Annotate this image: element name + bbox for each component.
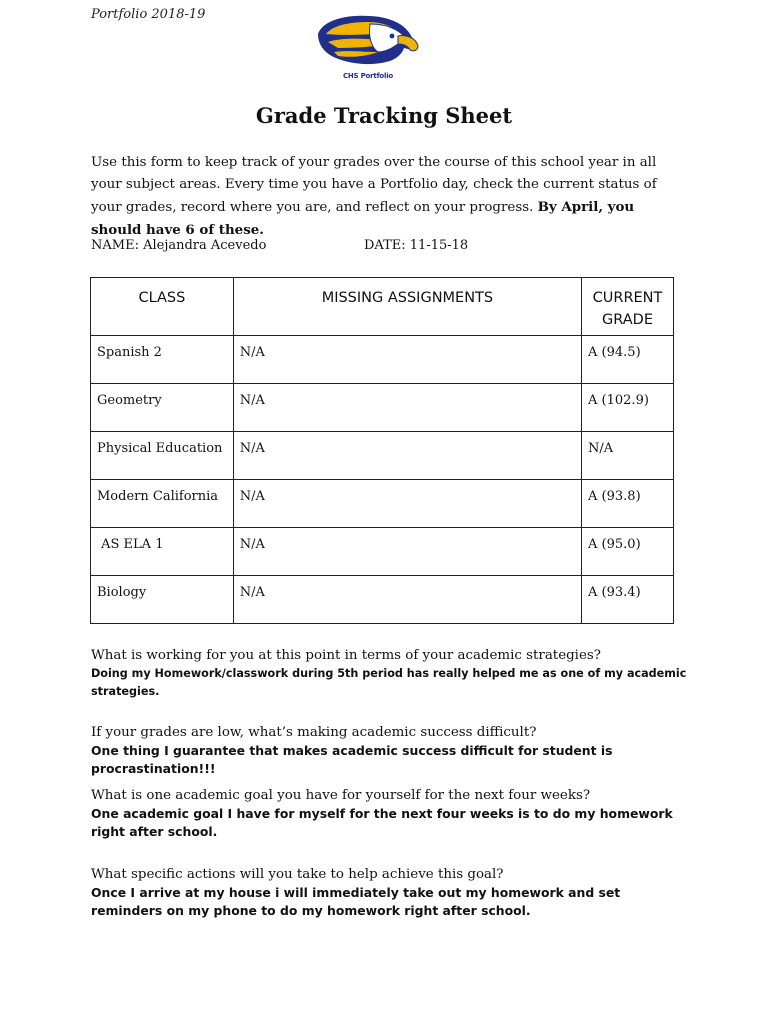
school-logo xyxy=(312,12,424,84)
cell-grade: A (95.0) xyxy=(582,528,674,576)
cell-class: Biology xyxy=(91,576,234,624)
table-row xyxy=(91,480,674,528)
question-block-1 xyxy=(91,647,691,701)
intro-paragraph xyxy=(91,152,681,242)
cell-grade: A (93.8) xyxy=(582,480,674,528)
cell-class: Modern California xyxy=(91,480,234,528)
cell-class: Geometry xyxy=(91,384,234,432)
table-row xyxy=(91,384,674,432)
cell-missing: N/A xyxy=(233,384,581,432)
page-title: Grade Tracking Sheet xyxy=(255,103,513,128)
cell-missing: N/A xyxy=(233,576,581,624)
cell-grade: A (94.5) xyxy=(582,336,674,384)
table-row xyxy=(91,528,674,576)
question-text: What is working for you at this point in terms of your academic strategies? xyxy=(91,648,601,663)
grades-table xyxy=(90,277,674,624)
sheet-date: DATE: 11-15-18 xyxy=(364,238,469,253)
cell-grade: N/A xyxy=(582,432,674,480)
eagle-logo-icon xyxy=(312,12,424,70)
cell-grade: A (93.4) xyxy=(582,576,674,624)
header-current-grade: CURRENT GRADE xyxy=(582,278,674,336)
cell-missing: N/A xyxy=(233,432,581,480)
table-row xyxy=(91,576,674,624)
answer-text: Once I arrive at my house i will immediately take out my homework and set reminders on my phone to do my homework right after school. xyxy=(91,885,621,918)
portfolio-header-note: Portfolio 2018-19 xyxy=(91,7,206,22)
table-header-row xyxy=(91,278,674,336)
question-block-4 xyxy=(91,866,691,920)
question-text: What specific actions will you take to help achieve this goal? xyxy=(91,867,504,882)
cell-missing: N/A xyxy=(233,528,581,576)
intro-text: Use this form to keep track of your grades over the course of this school year in all your subject areas. Every time you have a Portfolio day, check the current status of your grades, record where you are, and reflect on your progress. xyxy=(91,155,657,215)
question-text: What is one academic goal you have for yourself for the next four weeks? xyxy=(91,788,590,803)
cell-class: Spanish 2 xyxy=(91,336,234,384)
question-block-3 xyxy=(91,787,691,841)
answer-text: Doing my Homework/classwork during 5th period has really helped me as one of my academic strategies. xyxy=(91,667,687,698)
answer-text: One thing I guarantee that makes academic success difficult for student is procrastination!!! xyxy=(91,743,613,776)
table-row xyxy=(91,336,674,384)
cell-missing: N/A xyxy=(233,336,581,384)
intro-bold-text: By April, you should have 6 of these. xyxy=(91,199,635,238)
cell-class: Physical Education xyxy=(91,432,234,480)
cell-missing: N/A xyxy=(233,480,581,528)
answer-text: One academic goal I have for myself for the next four weeks is to do my homework right after school. xyxy=(91,806,673,839)
cell-class: AS ELA 1 xyxy=(91,528,234,576)
question-block-2 xyxy=(91,724,691,778)
student-name: NAME: Alejandra Acevedo xyxy=(91,238,267,253)
header-class: CLASS xyxy=(91,278,234,336)
header-missing-assignments: MISSING ASSIGNMENTS xyxy=(233,278,581,336)
question-text: If your grades are low, what’s making academic success difficult? xyxy=(91,725,537,740)
cell-grade: A (102.9) xyxy=(582,384,674,432)
table-row xyxy=(91,432,674,480)
logo-caption: CHS Portfolio xyxy=(342,72,394,80)
